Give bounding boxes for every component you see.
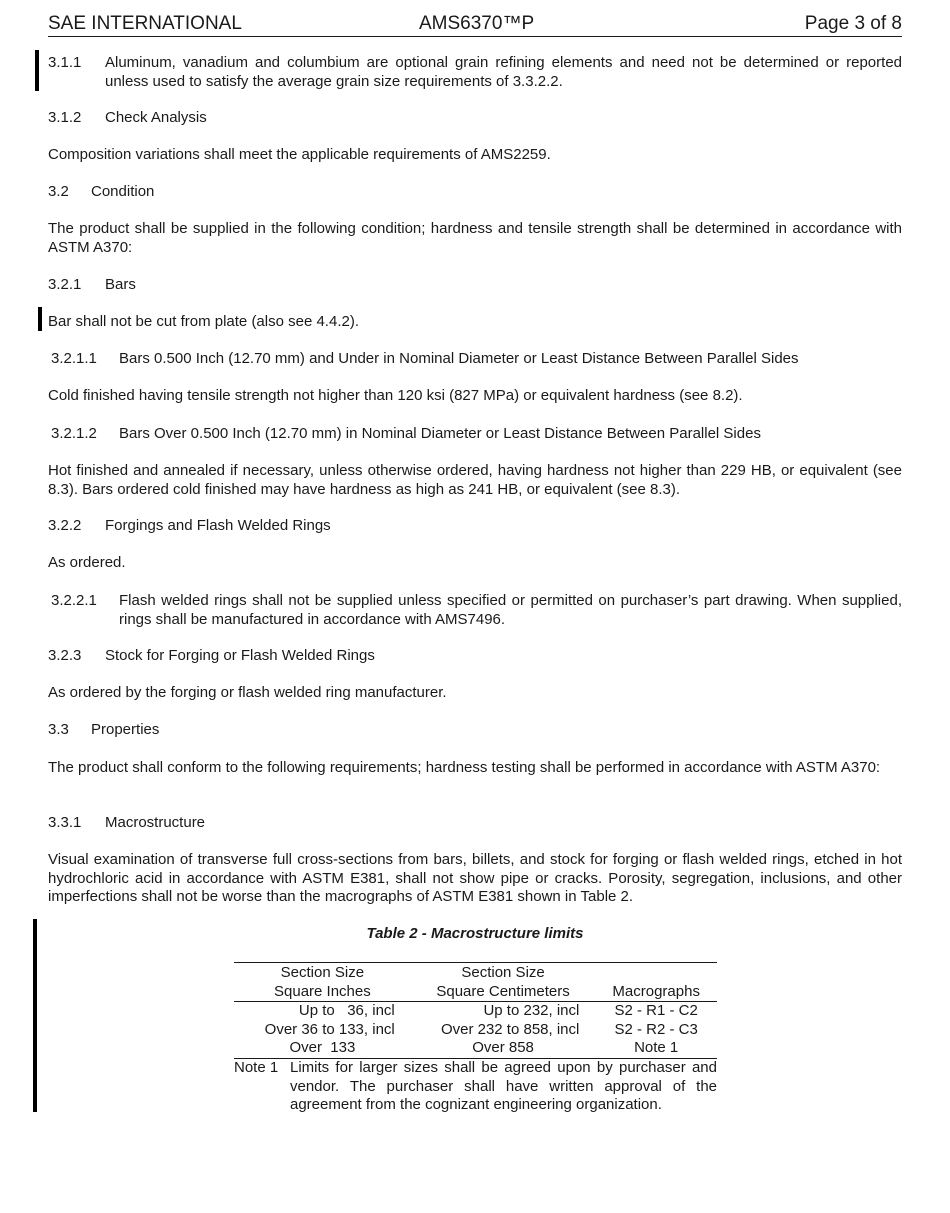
header-page-number: Page 3 of 8 (804, 13, 902, 34)
header-cell: Section Size (411, 963, 596, 983)
note-text: Limits for larger sizes shall be agreed upon by purchaser and vendor. The purchaser shall have written approval of the agreement from the cognizant engineering organization. (290, 1059, 717, 1113)
change-bar (35, 50, 39, 91)
table-cell: Over 232 to 858, incl (440, 1020, 580, 1038)
table-cell: S2 - R1 - C2 (614, 1002, 698, 1019)
paragraph-text: The product shall be supplied in the following condition; hardness and tensile strength shall be determined in accordance with ASTM A370: (48, 220, 902, 256)
table-header-row (234, 963, 717, 983)
paragraph-text: The product shall conform to the following requirements; hardness testing shall be performed in accordance with ASTM A370: (48, 759, 881, 776)
section-title: Check Analysis (105, 109, 207, 126)
table-row (234, 1039, 717, 1058)
section-number: 3.2.2.1 (51, 592, 97, 609)
section-title: Properties (91, 721, 160, 738)
section-title: Stock for Forging or Flash Welded Rings (105, 647, 375, 664)
table-cell: Over 36 to 133, incl (264, 1020, 395, 1038)
section-number: 3.2.3 (48, 647, 82, 664)
table-note (234, 1059, 717, 1115)
table-header-row (234, 983, 717, 1002)
section-title: Bars 0.500 Inch (12.70 mm) and Under in Nominal Diameter or Least Distance Between Parallel Sides (119, 350, 799, 367)
paragraph-text: Visual examination of transverse full cross-sections from bars, billets, and stock for forging or flash welded rings, etched in hot hydrochloric acid in accordance with ASTM E381, shall not show pipe or cracks. Porosity, segregation, inclusions, and other imperfections shall not be worse than the macrographs of ASTM E381 shown in Table 2. (48, 851, 902, 905)
table-cell: S2 - R2 - C3 (614, 1020, 698, 1038)
paragraph-text: Composition variations shall meet the applicable requirements of AMS2259. (48, 146, 551, 163)
table-row (234, 1002, 717, 1021)
header-org: SAE INTERNATIONAL (48, 13, 242, 34)
section-title: Macrostructure (105, 814, 206, 831)
table-cell: Over 133 (234, 1039, 411, 1058)
para-3-2-2-1 (48, 592, 902, 629)
section-number: 3.2.2 (48, 517, 82, 534)
macrostructure-table (234, 962, 717, 1059)
paragraph-text: Aluminum, vanadium and columbium are optional grain refining elements and need not be determined or reported unless used to satisfy the average grain size requirements of 3.3.2.2. (105, 54, 902, 90)
para-3-1-1 (48, 54, 902, 91)
paragraph-text: As ordered by the forging or flash welded ring manufacturer. (48, 684, 447, 701)
section-title: Condition (91, 183, 155, 200)
section-number: 3.3 (48, 721, 69, 738)
section-number: 3.2.1 (48, 276, 82, 293)
paragraph-text: As ordered. (48, 554, 126, 571)
table-caption: Table 2 - Macrostructure limits (366, 925, 584, 942)
paragraph-text: Bar shall not be cut from plate (also see 4.4.2). (48, 313, 359, 330)
table-cell: Note 1 (595, 1039, 717, 1058)
section-title: Forgings and Flash Welded Rings (105, 517, 331, 534)
paragraph-text: Hot finished and annealed if necessary, unless otherwise ordered, having hardness not higher than 229 HB, or equivalent (see 8.3). Bars ordered cold finished may have hardness as high as 241 HB, or equivalent (see 8.3). (48, 462, 902, 498)
header-cell: Section Size (234, 963, 411, 983)
paragraph-text: Flash welded rings shall not be supplied unless specified or permitted on purchaser’s part drawing. When supplied, rings shall be manufactured in accordance with AMS7496. (119, 592, 902, 628)
section-title: Bars (105, 276, 136, 293)
header-doc-id: AMS6370™P (419, 13, 535, 34)
table-cell: Over 858 (411, 1039, 596, 1058)
page-header (48, 12, 902, 37)
section-number: 3.2.1.2 (51, 425, 97, 442)
section-number: 3.3.1 (48, 814, 82, 831)
header-cell: Square Centimeters (411, 983, 596, 1002)
section-number: 3.2 (48, 183, 69, 200)
header-cell: Macrographs (595, 983, 717, 1002)
table-row (234, 1021, 717, 1040)
table-cell: Up to 232, incl (483, 1002, 580, 1019)
header-cell: Square Inches (234, 983, 411, 1002)
header-cell (595, 963, 717, 983)
change-bar (33, 919, 37, 1112)
paragraph-text: Cold finished having tensile strength not higher than 120 ksi (827 MPa) or equivalent hardness (see 8.2). (48, 387, 743, 404)
section-title: Bars Over 0.500 Inch (12.70 mm) in Nominal Diameter or Least Distance Between Parallel Sides (119, 425, 761, 442)
section-number: 3.1.1 (48, 54, 82, 71)
note-label: Note 1 (234, 1059, 279, 1076)
table-cell: Up to 36, incl (298, 1002, 395, 1019)
section-number: 3.2.1.1 (51, 350, 97, 367)
section-number: 3.1.2 (48, 109, 82, 126)
change-bar (38, 307, 42, 331)
